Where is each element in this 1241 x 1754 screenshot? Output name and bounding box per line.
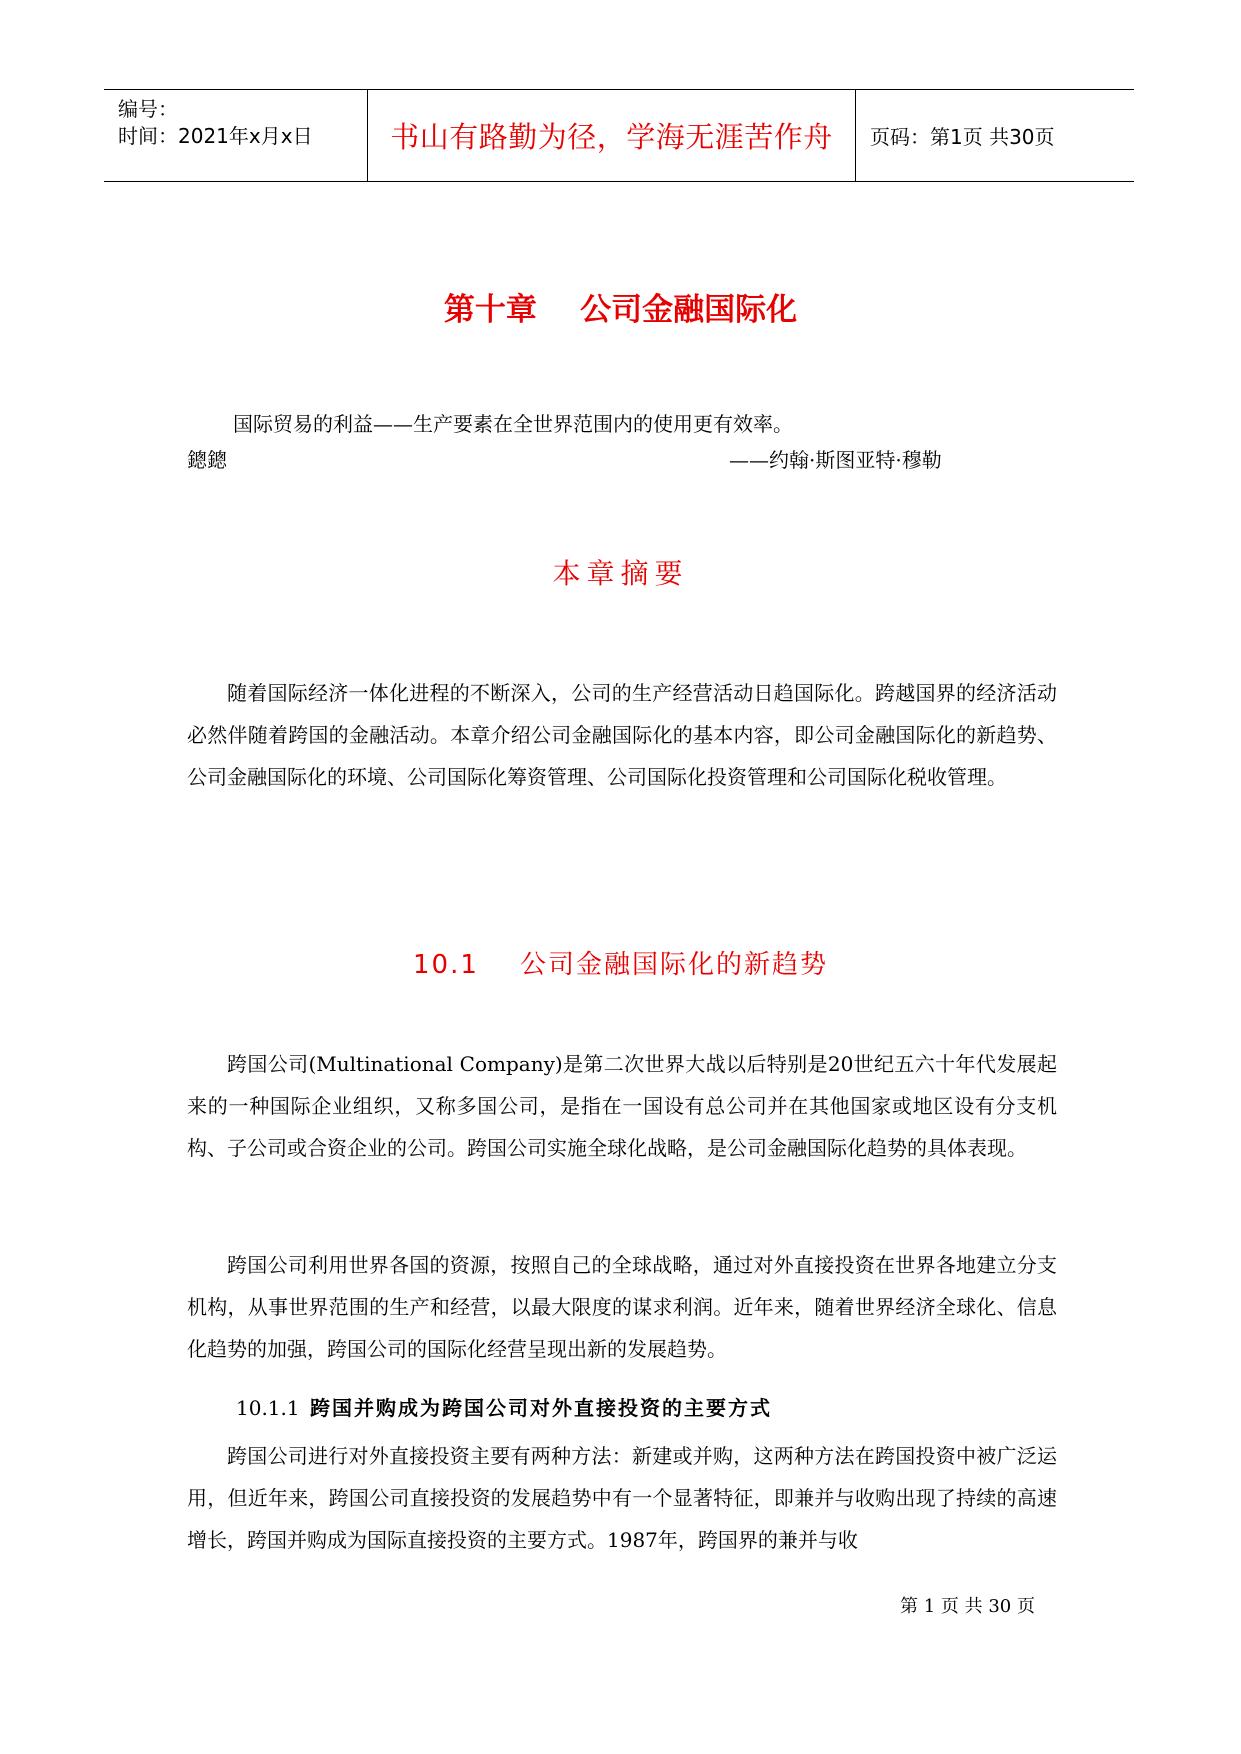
serial-label: 编号： xyxy=(118,97,178,121)
section-title: 10.1 公司金融国际化的新趋势 xyxy=(413,950,828,980)
subsection-number: 10.1.1 xyxy=(236,1396,300,1420)
epigraph-line: 国际贸易的利益——生产要素在全世界范围内的使用更有效率。 xyxy=(233,412,793,436)
page-header xyxy=(104,89,1134,182)
paragraph-text: 跨国公司进行对外直接投资主要有两种方法：新建或并购，这两种方法在跨国投资中被广泛运用，但近年来，跨国公司直接投资的发展趋势中有一个显著特征，即兼并与收购出现了持续的高速增长，跨国并购成为国际直接投资的主要方式。1987年，跨国界的兼并与收 xyxy=(187,1444,1057,1552)
body-paragraph-1 xyxy=(187,1043,1057,1169)
paragraph-text: 跨国公司利用世界各国的资源，按照自己的全球战略，通过对外直接投资在世界各地建立分支机构，从事世界范围的生产和经营，以最大限度的谋求利润。近年来，随着世界经济全球化、信息化趋势的加强，跨国公司的国际化经营呈现出新的发展趋势。 xyxy=(187,1253,1057,1361)
body-paragraph-3 xyxy=(187,1435,1057,1561)
summary-title: 本章摘要 xyxy=(552,557,689,590)
summary-paragraph xyxy=(187,672,1057,798)
time-label: 时间：2021年x月x日 xyxy=(118,124,313,148)
summary-text: 随着国际经济一体化进程的不断深入，公司的生产经营活动日趋国际化。跨越国界的经济活动必然伴随着跨国的金融活动。本章介绍公司金融国际化的基本内容，即公司金融国际化的新趋势、公司金融国际化的环境、公司国际化筹资管理、公司国际化投资管理和公司国际化税收管理。 xyxy=(187,681,1057,789)
header-page-info: 页码：第1页 共30页 xyxy=(870,125,1055,149)
header-meta-cell xyxy=(104,90,368,181)
subsection-title: 跨国并购成为跨国公司对外直接投资的主要方式 xyxy=(309,1396,772,1420)
paragraph-text: 跨国公司(Multinational Company)是第二次世界大战以后特别是20世纪五六十年代发展起来的一种国际企业组织，又称多国公司，是指在一国设有总公司并在其他国家或地区设有分支机构、子公司或合资企业的公司。跨国公司实施全球化战略，是公司金融国际化趋势的具体表现。 xyxy=(187,1052,1057,1160)
epigraph-line-2: 鏓鏓 xyxy=(187,448,227,472)
page-footer: 第 1 页 共 30 页 xyxy=(900,1596,1035,1617)
subsection-heading xyxy=(236,1392,772,1421)
body-paragraph-2 xyxy=(187,1244,1057,1370)
header-motto: 书山有路勤为径，学海无涯苦作舟 xyxy=(368,90,856,181)
epigraph-author: ——约翰·斯图亚特·穆勒 xyxy=(729,448,942,472)
chapter-title: 第十章 公司金融国际化 xyxy=(443,292,798,328)
